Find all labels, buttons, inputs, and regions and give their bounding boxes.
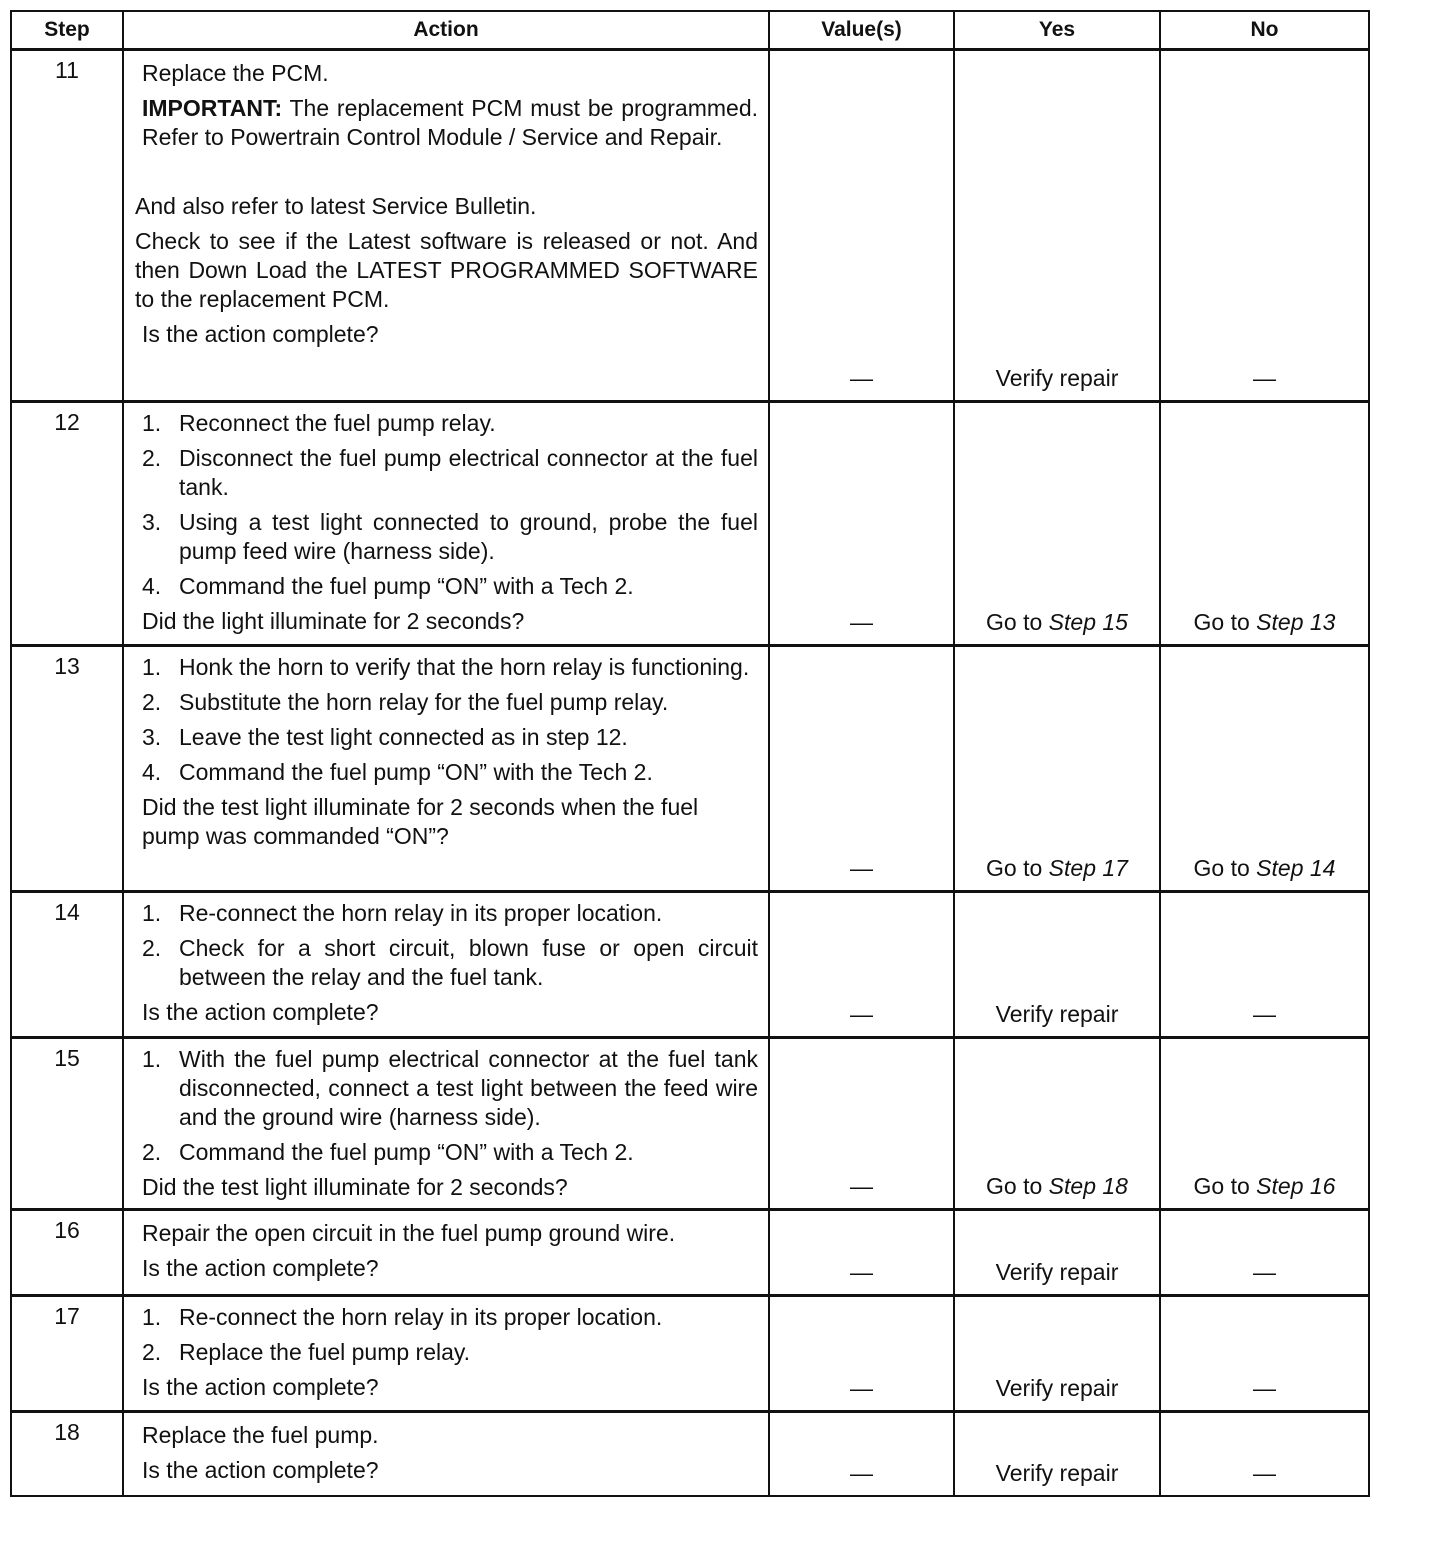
step-number: 11: [11, 50, 123, 402]
table-row: [11, 1210, 1369, 1296]
list-item: 1. Honk the horn to verify that the horn relay is functioning.: [142, 654, 750, 680]
step-number: 15: [11, 1038, 123, 1210]
important-label: IMPORTANT:: [142, 95, 283, 121]
value-cell: —: [769, 1210, 954, 1296]
action-steps: [142, 1303, 758, 1367]
list-item: 1. Re-connect the horn relay in its proper location.: [142, 900, 663, 926]
yes-cell: Go to Step 15: [954, 402, 1160, 646]
table-row: [11, 892, 1369, 1038]
list-item: 1. With the fuel pump electrical connector at the fuel tank disconnected, connect a test light between the feed wire and the ground wire (harness side).: [142, 1046, 758, 1130]
step-number: 13: [11, 646, 123, 892]
list-item: 1. Re-connect the horn relay in its proper location.: [142, 1304, 663, 1330]
header-step: Step: [11, 11, 123, 50]
value-cell: —: [769, 1038, 954, 1210]
value-cell: —: [769, 646, 954, 892]
no-step-ref: Step 14: [1256, 855, 1336, 881]
value-cell: —: [769, 1412, 954, 1496]
no-cell: Go to Step 16: [1160, 1038, 1369, 1210]
value-cell: —: [769, 1296, 954, 1412]
step-number: 12: [11, 402, 123, 646]
list-item: 4. Command the fuel pump “ON” with a Tech 2.: [142, 573, 634, 599]
no-cell: Go to Step 14: [1160, 646, 1369, 892]
yes-cell: Verify repair: [954, 892, 1160, 1038]
action-intro: Replace the fuel pump.: [142, 1422, 379, 1448]
list-item: 2. Substitute the horn relay for the fuel pump relay.: [142, 689, 669, 715]
header-no: No: [1160, 11, 1369, 50]
action-intro: Repair the open circuit in the fuel pump ground wire.: [142, 1220, 676, 1246]
table-row: [11, 1296, 1369, 1412]
step-number: 16: [11, 1210, 123, 1296]
yes-cell: Go to Step 18: [954, 1038, 1160, 1210]
action-cell: [123, 1412, 769, 1496]
action-cell: [123, 402, 769, 646]
action-steps: [142, 409, 758, 601]
no-step-ref: Step 13: [1256, 609, 1336, 635]
table-row: [11, 646, 1369, 892]
yes-cell: Verify repair: [954, 1210, 1160, 1296]
table-row: [11, 1038, 1369, 1210]
no-cell: —: [1160, 1296, 1369, 1412]
important-text: The replacement PCM must be programmed. Refer to Powertrain Control Module / Service and Repair.: [142, 95, 758, 150]
yes-step-ref: Step 17: [1048, 855, 1128, 881]
action-note: Check to see if the Latest software is released or not. And then Down Load the LATEST PROGRAMMED SOFTWARE to the replacement PCM.: [135, 228, 758, 312]
table-row: [11, 50, 1369, 402]
action-cell: [123, 50, 769, 402]
action-steps: [142, 899, 758, 992]
step-number: 17: [11, 1296, 123, 1412]
value-cell: —: [769, 50, 954, 402]
list-item: 3. Leave the test light connected as in step 12.: [142, 724, 628, 750]
list-item: 2. Check for a short circuit, blown fuse or open circuit between the relay and the fuel tank.: [142, 935, 758, 990]
action-question: Is the action complete?: [142, 1255, 379, 1281]
list-item: 2. Disconnect the fuel pump electrical connector at the fuel tank.: [142, 445, 758, 500]
header-row: [11, 11, 1369, 50]
action-question: Is the action complete?: [142, 321, 379, 347]
action-cell: [123, 1210, 769, 1296]
step-number: 14: [11, 892, 123, 1038]
yes-cell: Verify repair: [954, 50, 1160, 402]
value-cell: —: [769, 402, 954, 646]
header-action: Action: [123, 11, 769, 50]
no-step-ref: Step 16: [1256, 1173, 1336, 1199]
action-question: Is the action complete?: [142, 1374, 379, 1400]
list-item: 2. Replace the fuel pump relay.: [142, 1339, 471, 1365]
action-question: Is the action complete?: [142, 999, 379, 1025]
action-cell: [123, 1296, 769, 1412]
header-yes: Yes: [954, 11, 1160, 50]
table-row: [11, 1412, 1369, 1496]
header-values: Value(s): [769, 11, 954, 50]
value-cell: —: [769, 892, 954, 1038]
action-question: Did the test light illuminate for 2 seconds when the fuel pump was commanded “ON”?: [142, 794, 699, 849]
yes-cell: Verify repair: [954, 1412, 1160, 1496]
list-item: 4. Command the fuel pump “ON” with the Tech 2.: [142, 759, 653, 785]
yes-step-ref: Step 15: [1048, 609, 1128, 635]
action-cell: [123, 892, 769, 1038]
no-cell: —: [1160, 1210, 1369, 1296]
action-question: Did the test light illuminate for 2 seconds?: [142, 1174, 568, 1200]
action-question: Is the action complete?: [142, 1457, 379, 1483]
diagnostic-table: [10, 10, 1370, 1497]
table-row: [11, 402, 1369, 646]
yes-cell: Verify repair: [954, 1296, 1160, 1412]
important-note: [142, 94, 758, 152]
action-intro: Replace the PCM.: [142, 60, 329, 86]
no-cell: Go to Step 13: [1160, 402, 1369, 646]
step-number: 18: [11, 1412, 123, 1496]
action-cell: [123, 1038, 769, 1210]
list-item: 3. Using a test light connected to ground, probe the fuel pump feed wire (harness side).: [142, 509, 758, 564]
list-item: 2. Command the fuel pump “ON” with a Tech 2.: [142, 1139, 634, 1165]
action-steps: [142, 653, 758, 787]
yes-step-ref: Step 18: [1048, 1173, 1128, 1199]
list-item: 1. Reconnect the fuel pump relay.: [142, 410, 496, 436]
action-cell: [123, 646, 769, 892]
action-steps: [142, 1045, 758, 1167]
yes-cell: Go to Step 17: [954, 646, 1160, 892]
action-question: Did the light illuminate for 2 seconds?: [142, 608, 525, 634]
no-cell: —: [1160, 892, 1369, 1038]
no-cell: —: [1160, 1412, 1369, 1496]
no-cell: —: [1160, 50, 1369, 402]
action-note: And also refer to latest Service Bulletin.: [135, 193, 537, 219]
